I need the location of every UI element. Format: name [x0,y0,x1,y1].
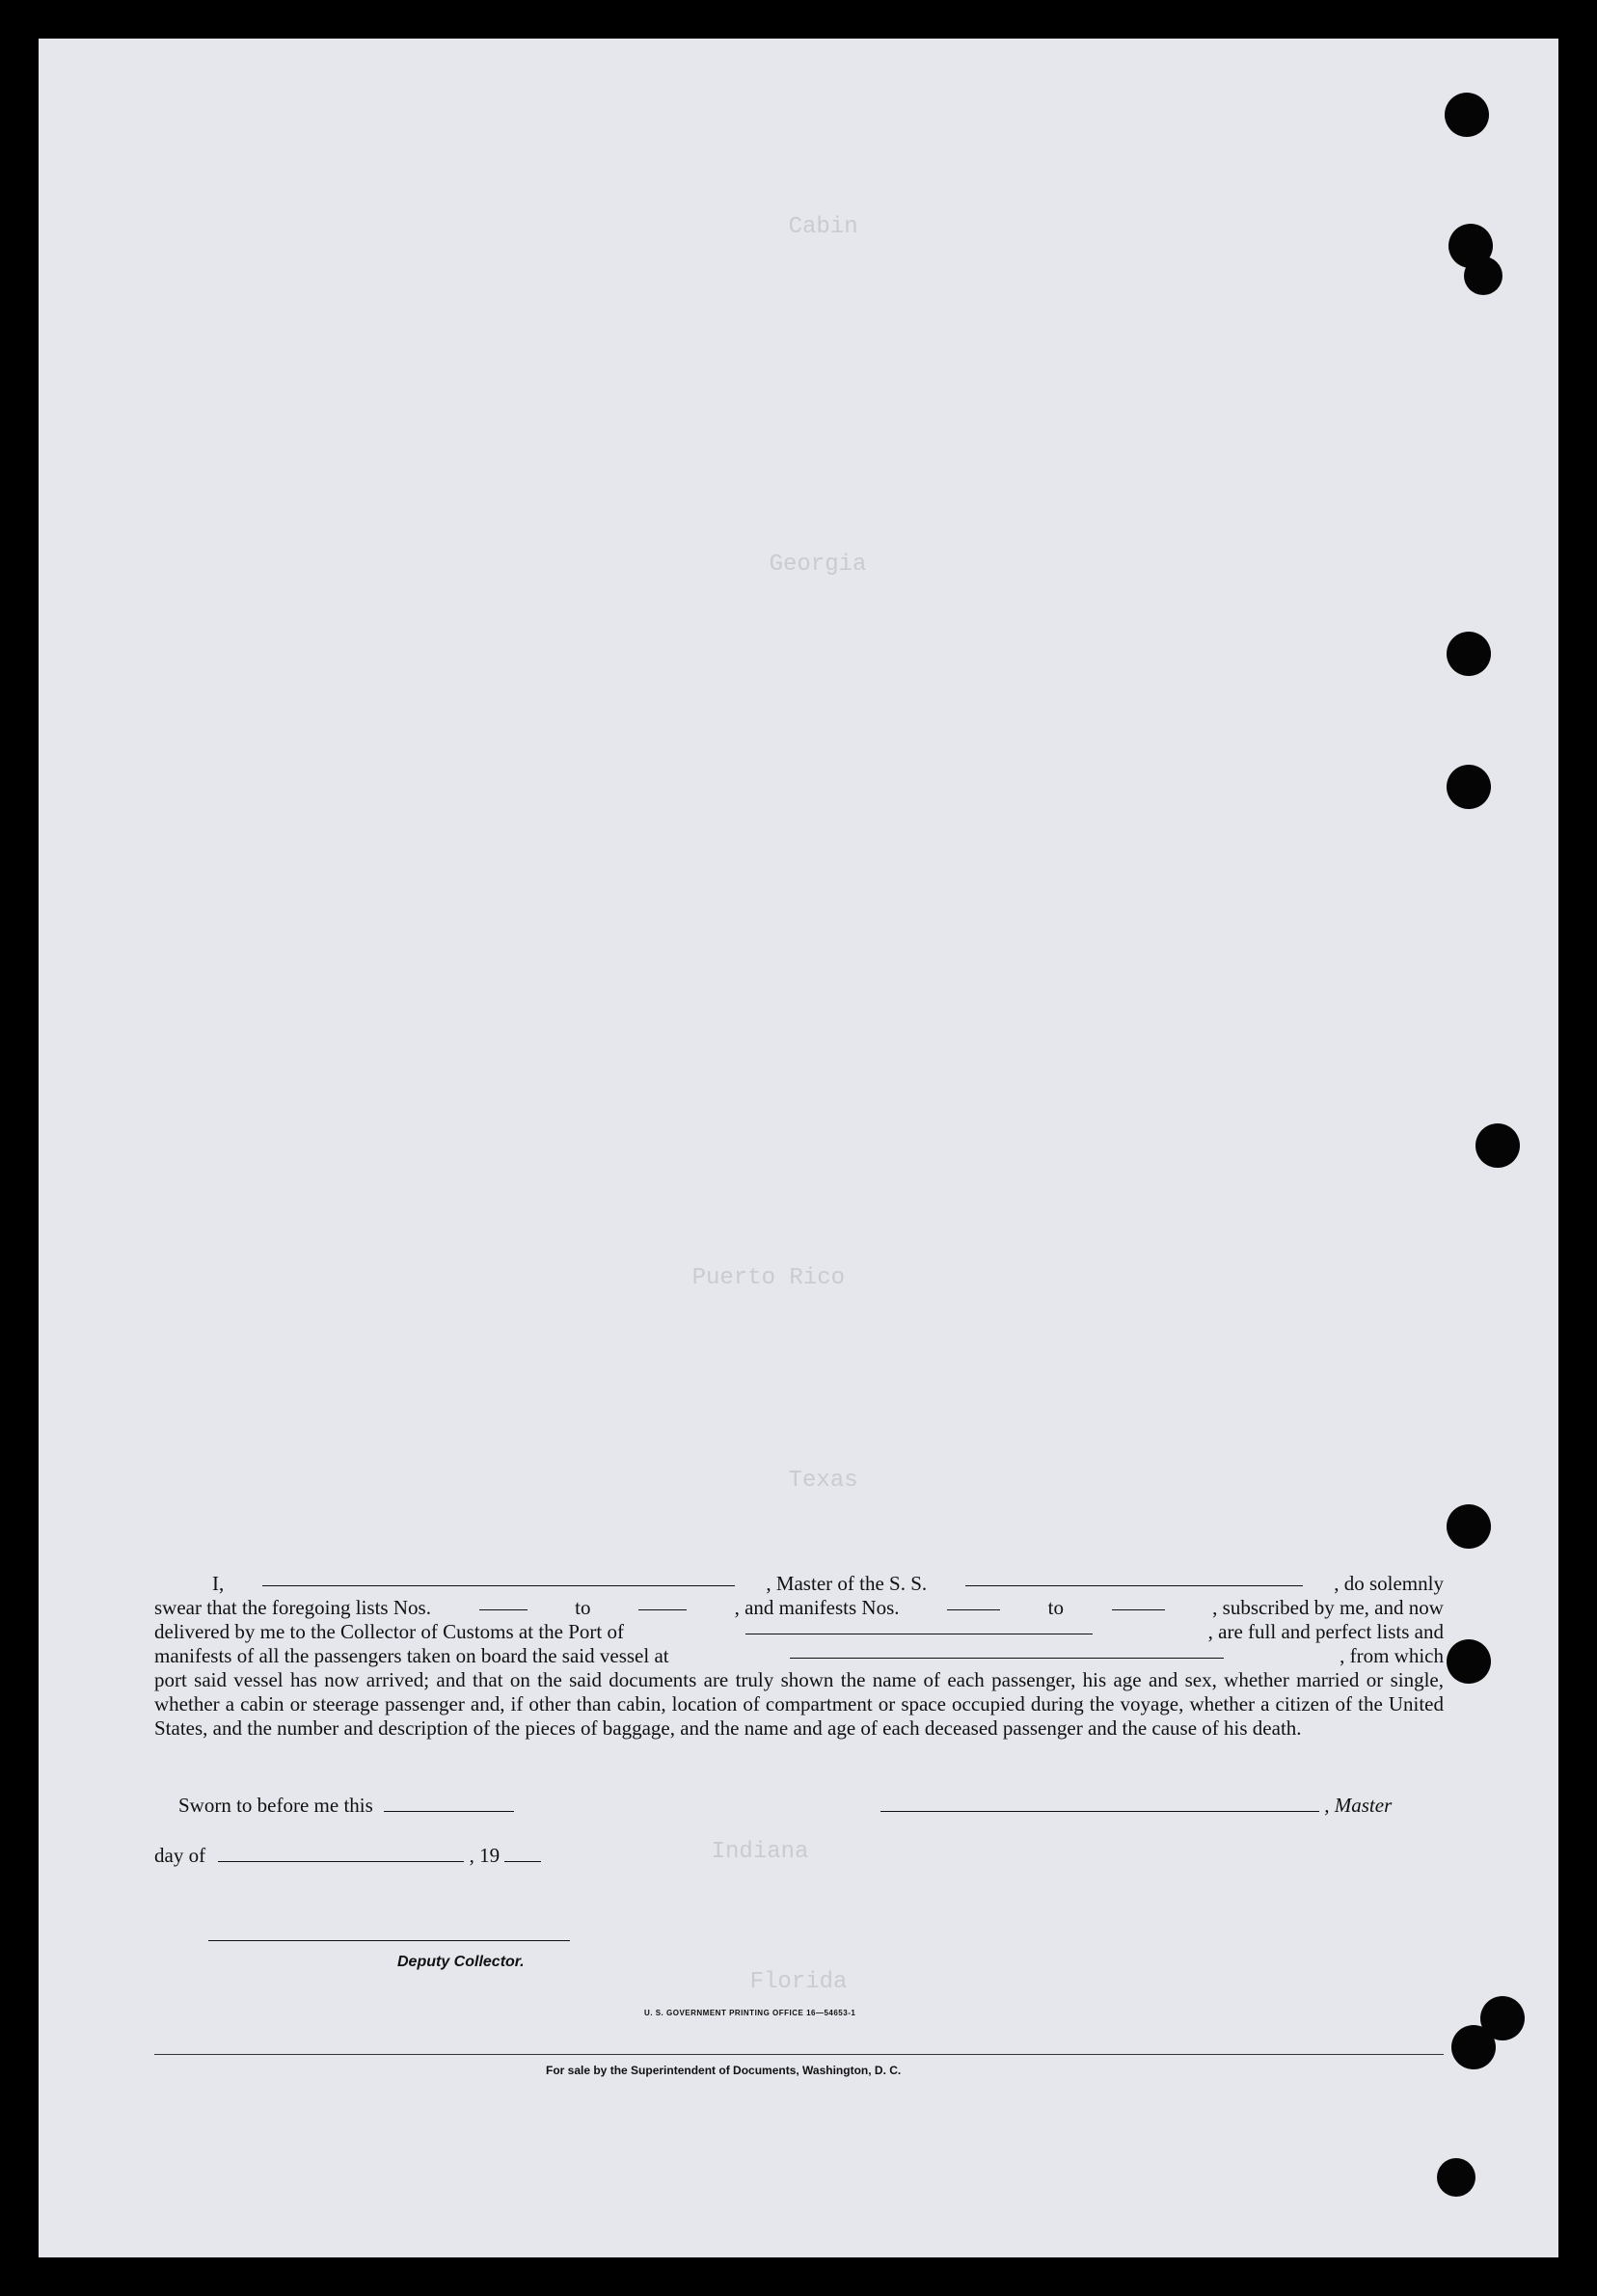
oath-line-1 [154,1572,1444,1596]
punch-hole [1451,2025,1496,2069]
deputy-collector-label: Deputy Collector. [397,1954,525,1970]
month-blank [218,1848,464,1862]
oath-line-3 [154,1620,1444,1644]
bleed-through-text: Cabin [788,214,858,240]
year-blank [504,1848,541,1862]
master-signature-blank [880,1797,1319,1812]
for-sale-notice: For sale by the Superintendent of Documents, Washington, D. C. [546,2064,902,2077]
oath-i: I, [212,1572,225,1595]
day-of-row [154,1844,541,1868]
year-prefix: , 19 [469,1844,501,1867]
oath-subscribed: , subscribed by me, and now [1212,1596,1444,1619]
oath-line-4 [154,1644,1444,1668]
punch-hole [1447,1504,1491,1549]
port-blank [745,1620,1093,1634]
oath-delivered: delivered by me to the Collector of Customs at the Port of [154,1620,624,1643]
sworn-label: Sworn to before me this [178,1794,373,1817]
list-to-blank [638,1596,687,1610]
sworn-date-blank [384,1797,514,1812]
punch-hole [1445,93,1489,137]
master-signature-row [880,1794,1392,1818]
oath-to-1: to [575,1596,591,1619]
punch-hole [1437,2158,1475,2197]
bleed-through-text: Indiana [711,1839,809,1865]
list-from-blank [479,1596,528,1610]
oath-full-perfect: , are full and perfect lists and [1207,1620,1444,1643]
footer-rule [154,2054,1444,2055]
ship-name-blank [965,1572,1303,1586]
punch-hole [1447,1639,1491,1684]
oath-swear: swear that the foregoing lists Nos. [154,1596,431,1619]
deputy-signature-line [208,1940,570,1941]
printing-office-imprint: U. S. GOVERNMENT PRINTING OFFICE 16—54653-1 [644,2009,856,2017]
master-label: , Master [1324,1794,1393,1817]
oath-master-of: , Master of the S. S. [766,1572,928,1595]
bleed-through-text: Puerto Rico [691,1265,846,1291]
oath-from-which: , from which [1340,1644,1444,1667]
sworn-row [178,1794,514,1818]
bleed-through-text: Texas [788,1468,858,1494]
punch-hole [1447,632,1491,676]
oath-do-solemnly: , do solemnly [1334,1572,1444,1595]
oath-and-manifests: , and manifests Nos. [734,1596,900,1619]
punch-hole [1464,257,1502,295]
master-name-blank [262,1572,735,1586]
day-of-label: day of [154,1844,206,1867]
oath-rest: port said vessel has now arrived; and that on the said documents are truly shown the name of each passenger, his age and sex, whether married or single, whether a cabin or steerage passenger and, if other than cabin, location of compartment or space occupied during the voyage, whether a citizen of the United States, and the number and description of the pieces of baggage, and the name and age of each deceased passenger and the cause of his death. [154,1668,1444,1740]
oath-to-2: to [1047,1596,1065,1619]
oath-paragraph [154,1572,1444,1741]
punch-hole [1447,765,1491,809]
document-page [39,39,1558,2257]
departure-port-blank [790,1644,1224,1659]
bleed-through-text: Georgia [769,552,867,578]
manifest-to-blank [1112,1596,1165,1610]
bleed-through-text: Florida [749,1969,848,1995]
oath-line-2 [154,1596,1444,1620]
manifest-from-blank [947,1596,1000,1610]
punch-hole [1475,1123,1520,1168]
oath-manifests-all: manifests of all the passengers taken on board the said vessel at [154,1644,669,1667]
